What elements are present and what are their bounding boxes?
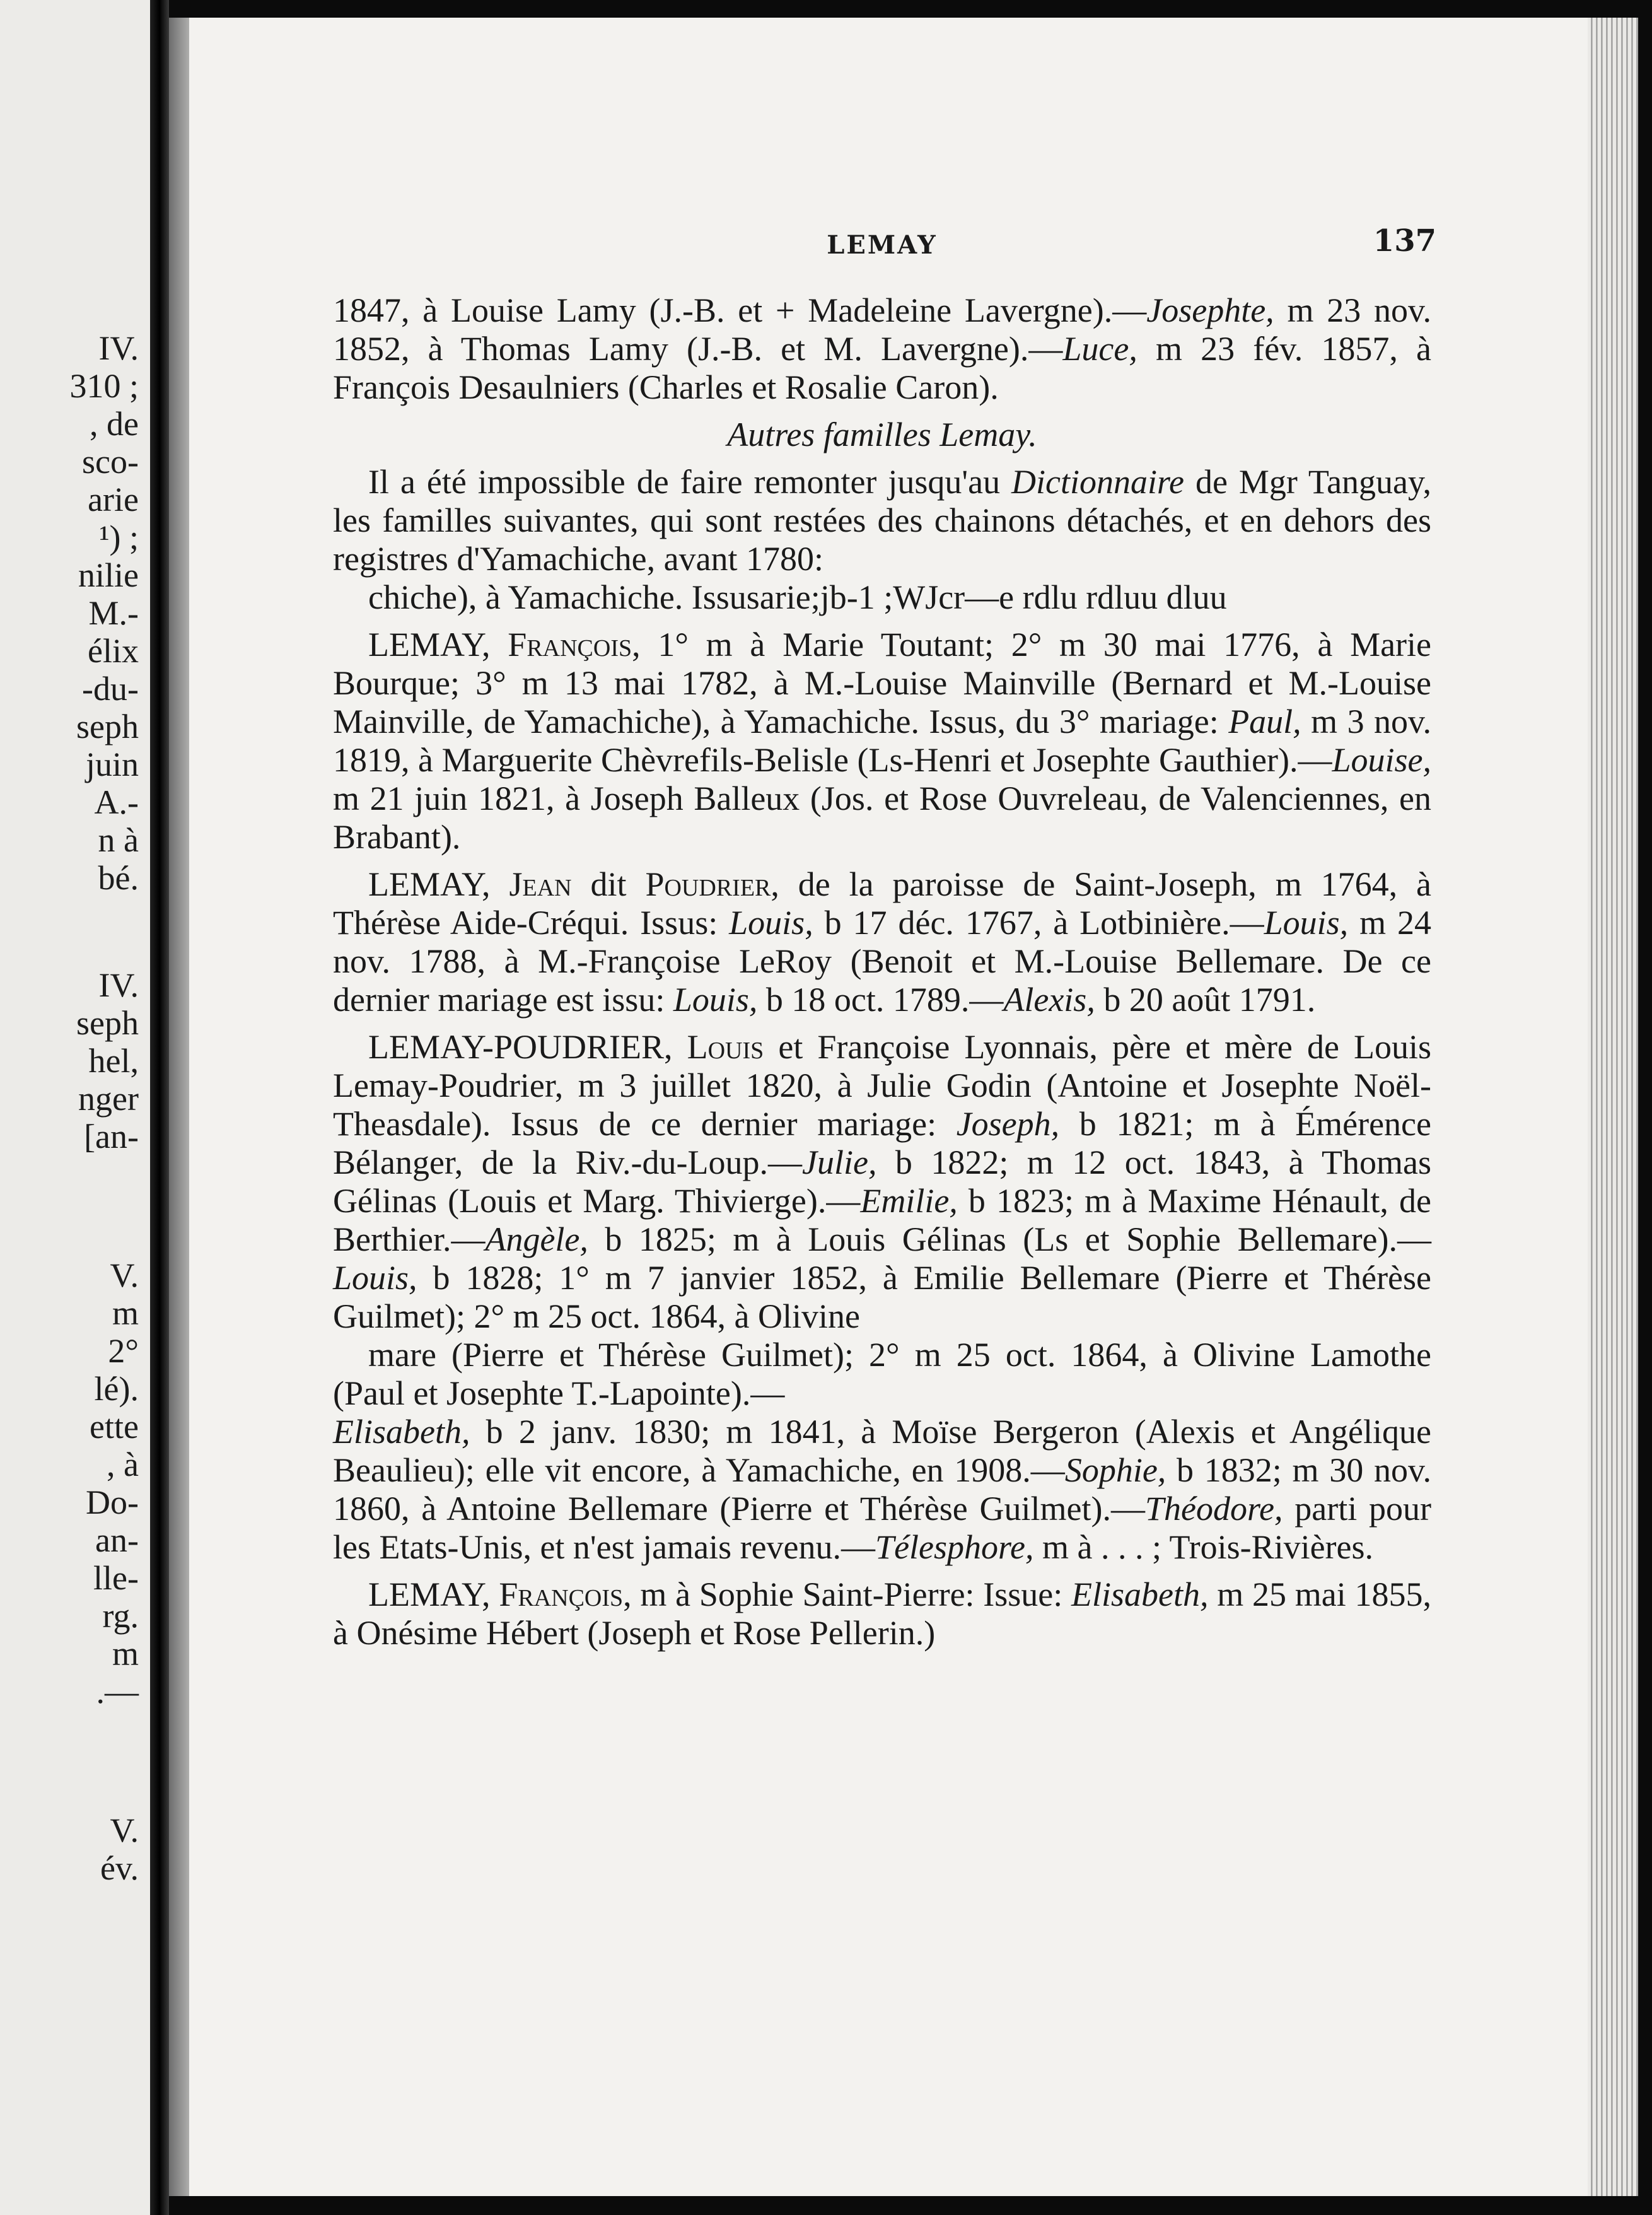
left-page-fragment: lé). (94, 1370, 139, 1408)
left-page-fragment: A.- (94, 783, 139, 821)
left-page-fragment: [an- (84, 1118, 139, 1155)
left-page-fragment: hel, (88, 1042, 139, 1080)
left-page-fragment: .— (96, 1673, 139, 1710)
left-page-fragment: nilie (78, 556, 139, 594)
running-title: LEMAY (827, 230, 938, 260)
left-page-fragment: -du- (82, 670, 139, 708)
left-page-fragment: rg. (102, 1597, 139, 1635)
left-page-fragment: V. (110, 1811, 139, 1849)
left-page-fragment: seph (76, 708, 139, 745)
left-page-fragment: an- (95, 1521, 139, 1559)
left-page-fragment: sco- (82, 443, 139, 481)
left-page-fragment: ¹) ; (99, 518, 139, 556)
left-page-fragment: arie (88, 481, 139, 518)
page-number: 137 (1373, 223, 1436, 259)
left-page-margin (0, 0, 150, 2215)
left-page-fragment: m (112, 1635, 139, 1673)
left-page-fragment: ette (90, 1408, 139, 1446)
overprinted-line: chiche), à Yamachiche. Issusarie;jb-1 ;WJcr—e rdlu rdluu dluu (368, 578, 1227, 616)
entry-lemay-francois-1: LEMAY, François, 1° m à Marie Toutant; 2° m 30 mai 1776, à Marie Bourque; 3° m 13 mai 1782, à M.-Louise Mainville (Bernard et M.-Louise Mainville, de Yamachiche), à Yamachiche. Issus, du 3° mariage: Paul, m 3 nov. 1819, à Marguerite Chèvrefils-Belisle (Ls-Henri et Josephte Gauthier).—Louise, m 21 juin 1821, à Joseph Balleux (Jos. et Rose Ouvreleau, de Valenciennes, en Brabant). (333, 626, 1432, 856)
left-page-fragment: seph (76, 1004, 139, 1042)
left-page-fragment: m (112, 1294, 139, 1332)
left-page-fragment: M.- (88, 594, 139, 632)
entry-lemay-poudrier-louis: LEMAY-POUDRIER, Louis et Françoise Lyonnais, père et mère de Louis Lemay-Poudrier, m 3 juillet 1820, à Julie Godin (Antoine et Josephte Noël-Theasdale). Issus de ce dernier mariage: Joseph, b 1821; m à Émérence Bélanger, de la Riv.-du-Loup.—Julie, b 1822; m 12 oct. 1843, à Thomas Gélinas (Louis et Marg. Thivierge).—Emilie, b 1823; m à Maxime Hénault, de Berthier.—Angèle, b 1825; m à Louis Gélinas (Ls et Sophie Bellemare).—Louis, b 1828; 1° m 7 janvier 1852, à Emilie Bellemare (Pierre et Thérèse Guilmet); 2° m 25 oct. 1864, à Olivine mare (Pierre et Thérèse Guilmet); 2° m 25 oct. 1864, à Olivine Lamothe (Paul et Josephte T.-Lapointe).— Elisabeth, b 2 janv. 1830; m 1841, à Moïse Bergeron (Alexis et Angélique Beaulieu); elle vit encore, à Yamachiche, en 1908.—Sophie, b 1832; m 30 nov. 1860, à Antoine Bellemare (Pierre et Thérèse Guilmet).—Théodore, parti pour les Etats-Unis, et n'est jamais revenu.—Télesphore, m à . . . ; Trois-Rivières. (333, 1028, 1432, 1566)
left-page-fragment: év. (100, 1849, 139, 1887)
left-page-fragment: , à (107, 1446, 139, 1483)
continued-paragraph: 1847, à Louise Lamy (J.-B. et + Madeleine Lavergne).—Josephte, m 23 nov. 1852, à Thomas Lamy (J.-B. et M. Lavergne).—Luce, m 23 fév. 1857, à François Desaulniers (Charles et Rosalie Caron). (333, 291, 1432, 406)
duplicated-line: mare (Pierre et Thérèse Guilmet); 2° m 25 oct. 1864, à Olivine Lamothe (Paul et Josephte T.-Lapointe).— (333, 1336, 1431, 1412)
left-page-fragment: lle- (93, 1559, 139, 1597)
left-page-fragment: IV. (98, 966, 139, 1004)
left-page-fragment: élix (88, 632, 139, 670)
book-gutter (150, 0, 169, 2215)
page-stack-edges (1588, 18, 1638, 2196)
left-page-fragment: Do- (86, 1483, 139, 1521)
left-page-fragment: 310 ; (69, 367, 139, 405)
running-header (333, 223, 1436, 270)
entry-lemay-francois-2: LEMAY, François, m à Sophie Saint-Pierre: Issue: Elisabeth, m 25 mai 1855, à Onésime Hébert (Joseph et Rose Pellerin.) (333, 1575, 1431, 1652)
book-page (189, 18, 1588, 2196)
left-page-fragment: 2° (108, 1332, 139, 1370)
intro-paragraph: Il a été impossible de faire remonter jusqu'au Dictionnaire de Mgr Tanguay, les familles suivantes, qui sont restées des chainons détachés, et en dehors des registres d'Yamachiche, avant 1780: chiche), à Yamachiche. Issusarie;jb-1 ;WJcr—e rdlu rdluu dluu (333, 463, 1431, 616)
left-page-fragment: V. (110, 1256, 139, 1294)
left-page-fragment: , de (90, 405, 139, 443)
left-page-fragment: bé. (98, 859, 139, 897)
left-page-fragment: nger (78, 1080, 139, 1118)
left-page-fragment: n à (98, 821, 139, 859)
left-page-fragment: IV. (98, 329, 139, 367)
section-title: Autres familles Lemay. (727, 416, 1037, 453)
entry-lemay-jean: LEMAY, Jean dit Poudrier, de la paroisse de Saint-Joseph, m 1764, à Thérèse Aide-Créqui. Issus: Louis, b 17 déc. 1767, à Lotbinière.—Louis, m 24 nov. 1788, à M.-Françoise LeRoy (Benoit et M.-Louise Bellemare. De ce dernier mariage est issu: Louis, b 18 oct. 1789.—Alexis, b 20 août 1791. (333, 865, 1432, 1019)
page-text (333, 223, 1436, 1661)
left-page-fragment: juin (85, 745, 139, 783)
